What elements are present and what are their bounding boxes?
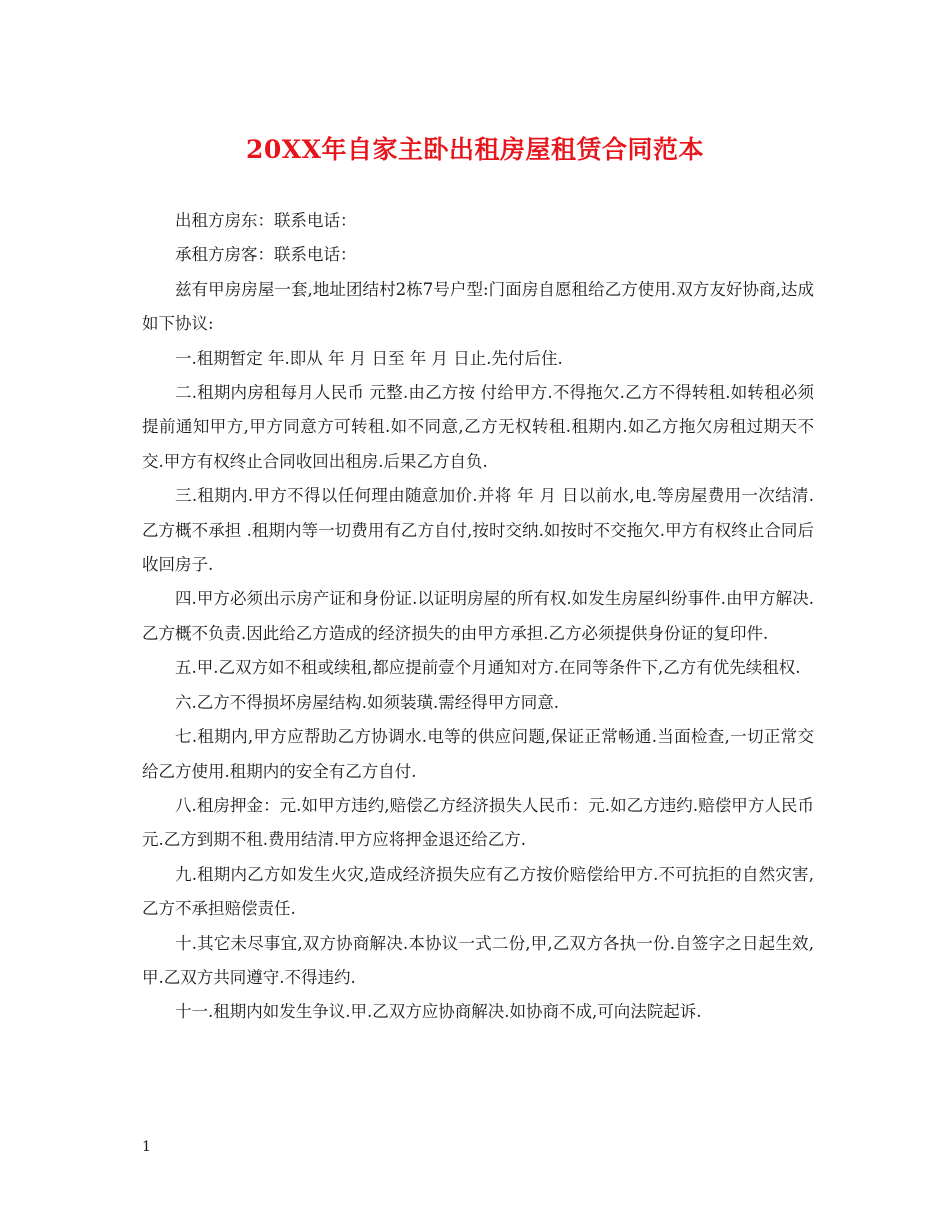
clause-4: 四.甲方必须出示房产证和身份证.以证明房屋的所有权.如发生房屋纠纷事件.由甲方解决.乙方概不负责.因此给乙方造成的经济损失的由甲方承担.乙方必须提供身份证的复印件. (142, 589, 814, 643)
clause-2: 二.租期内房租每月人民币 元整.由乙方按 付给甲方.不得拖欠.乙方不得转租.如转租必须提前通知甲方,甲方同意方可转租.如不同意,乙方无权转租.租期内.如乙方拖欠房租过期天不交.甲方有权终止合同收回出租房.后果乙方自负. (142, 383, 814, 471)
clause-11: 十一.租期内如发生争议.甲.乙双方应协商解决.如协商不成,可向法院起诉. (175, 1002, 702, 1022)
lessor-line: 出租方房东：联系电话： (175, 211, 357, 230)
lessee-line: 承租方房客：联系电话： (175, 245, 357, 265)
clause-8: 八.租房押金：元.如甲方违约,赔偿乙方经济损失人民币：元.如乙方违约.赔偿甲方人民币 元.乙方到期不租.费用结清.甲方应将押金退还给乙方. (142, 795, 814, 850)
clause-6: 六.乙方不得损坏房屋结构.如须装璜.需经得甲方同意. (175, 692, 559, 712)
clause-5: 五.甲.乙双方如不租或续租,都应提前壹个月通知对方.在同等条件下,乙方有优先续租权. (175, 658, 801, 678)
clause-9: 九.租期内乙方如发生火灾,造成经济损失应有乙方按价赔偿给甲方.不可抗拒的自然灾害,乙方不承担赔偿责任. (142, 864, 814, 919)
page-number: 1 (142, 1139, 151, 1155)
clause-10: 十.其它未尽事宜,双方协商解决.本协议一式二份,甲,乙双方各执一份.自签字之日起生效,甲.乙双方共同遵守.不得违约. (142, 933, 814, 987)
document-title: 20XX年自家主卧出租房屋租赁合同范本 (245, 135, 705, 164)
document-body (142, 204, 814, 1030)
clause-1: 一.租期暂定 年.即从 年 月 日至 年 月 日止.先付后住. (175, 348, 563, 368)
clause-3: 三.租期内.甲方不得以任何理由随意加价.并将 年 月 日以前水,电.等房屋费用一次结清.乙方概不承担 .租期内等一切费用有乙方自付,按时交纳.如按时不交拖欠.甲方有权终止合同后收回房子. (142, 486, 814, 575)
intro-paragraph: 兹有甲房房屋一套,地址团结村2栋7号户型:门面房自愿租给乙方使用.双方友好协商,达成如下协议: (142, 279, 814, 334)
clause-7: 七.租期内,甲方应帮助乙方协调水.电等的供应问题,保证正常畅通.当面检查,一切正常交给乙方使用.租期内的安全有乙方自付. (142, 727, 814, 781)
